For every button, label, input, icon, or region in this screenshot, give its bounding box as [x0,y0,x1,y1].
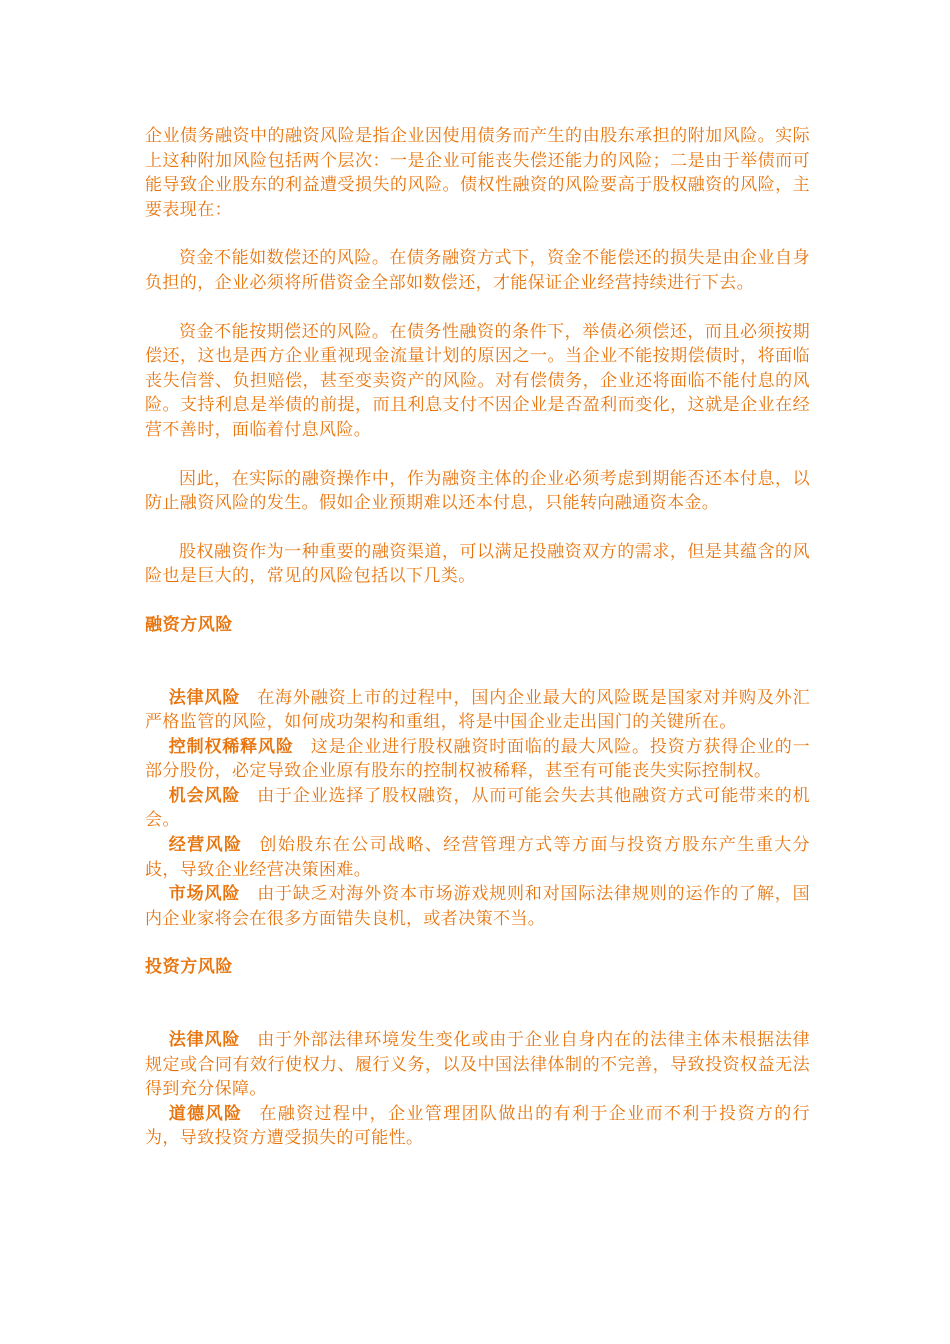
financier-risk-list [145,686,810,932]
list-item [145,1028,810,1102]
risk-term: 经营风险 [168,835,243,856]
document-page [145,124,810,1175]
paragraph-equity-financing: 股权融资作为一种重要的融资渠道，可以满足投融资双方的需求，但是其蕴含的风险也是巨大的，常见的风险包括以下几类。 [145,541,810,587]
risk-description: 在融资过程中，企业管理团队做出的有利于企业而不利于投资方的行为，导致投资方遭受损失的可能性。 [145,1103,811,1149]
list-item [145,735,810,784]
list-item [145,686,810,735]
risk-description: 创始股东在公司战略、经营管理方式等方面与投资方股东产生重大分歧，导致企业经营决策困难。 [145,835,811,880]
risk-description: 在海外融资上市的过程中，国内企业最大的风险既是国家对并购及外汇严格监管的风险，如何成功架构和重组，将是中国企业走出国门的关键所在。 [145,687,810,733]
list-item [145,833,810,882]
risk-term: 机会风险 [168,785,241,806]
risk-term: 控制权稀释风险 [168,736,294,757]
paragraph-timely-repayment-risk: 资金不能按期偿还的风险。在债务性融资的条件下，举债必须偿还，而且必须按期偿还，这也是西方企业重视现金流量计划的原因之一。当企业不能按期偿债时，将面临丧失信誉、负担赔偿，甚至变卖资产的风险。对有偿债务，企业还将面临不能付息的风险。支持利息是举债的前提，而且利息支付不因企业是否盈利而变化，这就是企业在经营不善时，面临着付息风险。 [145,321,810,440]
list-item [145,882,810,931]
list-item [145,784,810,833]
intro-paragraph: 企业债务融资中的融资风险是指企业因使用债务而产生的由股东承担的附加风险。实际上这种附加风险包括两个层次：一是企业可能丧失偿还能力的风险；二是由于举债而可能导致企业股东的利益遭受损失的风险。债权性融资的风险要高于股权融资的风险，主要表现在： [145,126,810,220]
risk-description: 由于缺乏对海外资本市场游戏规则和对国际法律规则的运作的了解，国内企业家将会在很多方面错失良机，或者决策不当。 [145,884,810,929]
risk-description: 由于外部法律环境发生变化或由于企业自身内在的法律主体未根据法律规定或合同有效行使权力、履行义务，以及中国法律体制的不完善，导致投资权益无法得到充分保障。 [145,1030,810,1100]
paragraph-conclusion: 因此，在实际的融资操作中，作为融资主体的企业必须考虑到期能否还本付息，以防止融资风险的发生。假如企业预期难以还本付息，只能转向融通资本金。 [145,468,810,514]
section-heading-investor-risk: 投资方风险 [145,957,233,978]
risk-description: 这是企业进行股权融资时面临的最大风险。投资方获得企业的一部分股份，必定导致企业原有股东的控制权被稀释，甚至有可能丧失实际控制权。 [145,736,810,782]
risk-term: 市场风险 [168,884,241,905]
risk-term: 法律风险 [168,1030,241,1051]
section-heading-financier-risk: 融资方风险 [145,614,233,635]
risk-description: 由于企业选择了股权融资，从而可能会失去其他融资方式可能带来的机会。 [145,785,810,831]
risk-term: 道德风险 [168,1103,243,1124]
risk-term: 法律风险 [168,687,241,708]
paragraph-repayment-risk: 资金不能如数偿还的风险。在债务融资方式下，资金不能偿还的损失是由企业自身负担的，企业必须将所借资金全部如数偿还，才能保证企业经营持续进行下去。 [145,248,810,293]
list-item [145,1102,810,1151]
investor-risk-list [145,1028,810,1151]
